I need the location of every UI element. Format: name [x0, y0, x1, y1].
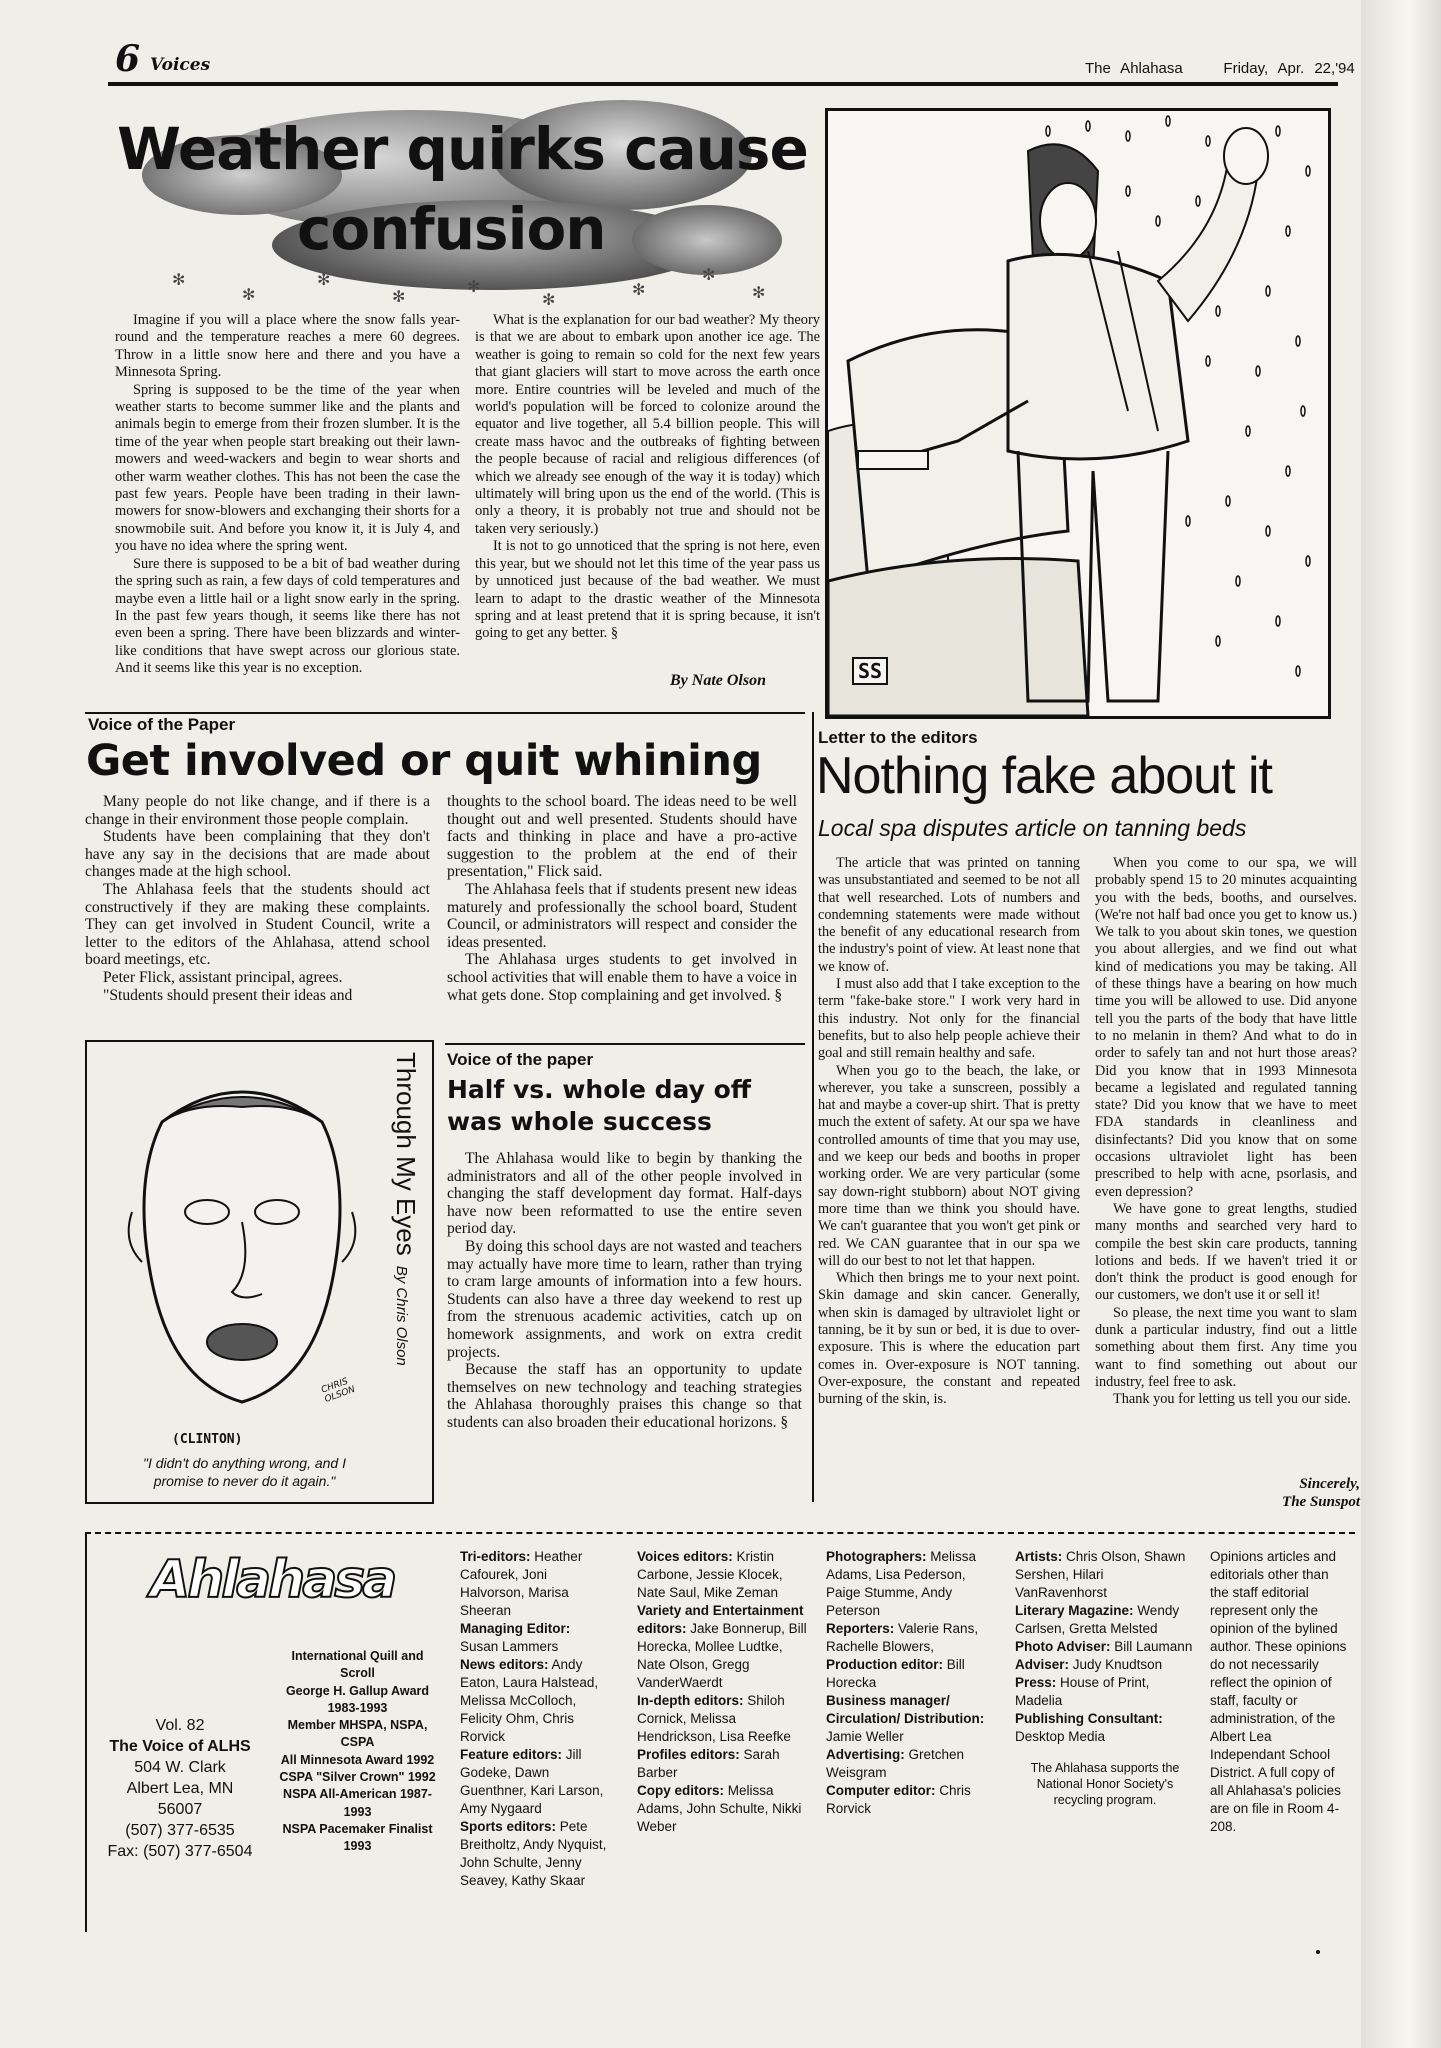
- staff-entry: Adviser: Judy Knudtson: [1015, 1657, 1163, 1672]
- masthead-vol: Vol. 82: [155, 1717, 205, 1734]
- staff-entry: News editors: Andy Eaton, Laura Halstead, Melissa McColloch, Felicity Ohm, Chris Rorvick: [460, 1657, 599, 1744]
- raised-arm: [1158, 161, 1258, 321]
- snowflake-icon: ✻: [542, 290, 556, 309]
- clinton-caricature: [92, 1062, 392, 1422]
- cartoon-box: [85, 1040, 434, 1504]
- half-body: [447, 1150, 802, 1432]
- cartoon-label: (CLINTON): [172, 1432, 243, 1447]
- award-item: NSPA All-American 1987-1993: [283, 1787, 432, 1819]
- paragraph: We have gone to great lengths, studied many months and searched very hard to compile the best skin care products, tanning lotions and beds. If we haven't tried it or don't think the product is good enough for our customers, we don't use it or sell it!: [1095, 1200, 1357, 1304]
- staff-entry: Copy editors: Melissa Adams, John Schulte, Nikki Weber: [637, 1783, 802, 1834]
- header-rule: [108, 82, 1338, 86]
- paragraph: "Students should present their ideas and: [103, 986, 353, 1004]
- staff-entry: Tri-editors: Heather Cafourek, Joni Halvorson, Marisa Sheeran: [460, 1549, 583, 1618]
- masthead-logo: Ahlahasa: [150, 1550, 395, 1610]
- masthead-address1: 504 W. Clark: [134, 1759, 226, 1776]
- award-item: Member MHSPA, NSPA, CSPA: [287, 1718, 428, 1750]
- staff-entry: Press: House of Print, Madelia: [1015, 1675, 1150, 1708]
- section-divider: [85, 712, 805, 714]
- weather-headline-art: [112, 95, 812, 310]
- snowflake-icon: ✻: [632, 280, 646, 299]
- cartoon-column-title-rotated: [387, 1052, 427, 1492]
- weather-illustration: [825, 108, 1331, 719]
- staff-col4: [1015, 1548, 1195, 1808]
- paragraph: Sure there is supposed to be a bit of bad weather during the spring such as rain, a few days of cold temperatures and maybe even a little hail or a light snow early in the spring. In the past few years though, it seems like there has not even been a spring. There have been blizzards and winter-like conditions that have swept across our glorious state. And it seems like this year is no exception.: [115, 555, 460, 677]
- masthead-address2: Albert Lea, MN: [126, 1780, 234, 1797]
- paragraph: When you go to the beach, the lake, or wherever, you take a sunscreen, possibly a hat and maybe a cover-up shirt. That is pretty much the extent of safety. At our spa we have controlled amounts of time that you may use, and we keep our beds and booths in proper working order. We are very particular (some say down-right stubborn) about NOT giving more time than we think you should have. We can't guarantee that you won't get pink or red. We CAN guarantee that in our spa we will do our best to not let that happen.: [818, 1062, 1080, 1269]
- staff-entry: Sports editors: Pete Breitholtz, Andy Nyquist, John Schulte, Jenny Seavey, Kathy Skaar: [460, 1819, 607, 1888]
- snowflake-icon: ✻: [392, 287, 406, 306]
- staff-entry: Publishing Consultant: Desktop Media: [1015, 1711, 1163, 1744]
- staff-col1: [460, 1548, 610, 1890]
- voice-col2: [447, 793, 797, 1004]
- paragraph: thoughts to the school board. The ideas need to be well thought out and well presented. Students should have facts and thinking in place and have a pro-active suggestion to the problem at the end of their presentation," Flick said.: [447, 793, 797, 881]
- paragraph: When you come to our spa, we will probably spend 15 to 20 minutes acquainting you with the beds, booths, and ourselves. (We're not half bad once you get to know us.) We talk to you about skin tones, we question you about allergies, and we find out what kind of medications you may be taking. All of these things have a bearing on how much time you will be allowed to use. Did anyone tell you the parts of the body that have little to no melanin in them? And what to do in order to safely tan and not hurt those areas? Did you know that in 1993 Minnesota became a legislated and regulated tanning state? Did you know that we have to meet FDA standards in cleanliness and disinfectants? Did you know that on some occasions ultraviolet light has been prescribed to help with acne, psorlasis, and even depression?: [1095, 855, 1357, 1200]
- weather-headline-line2: confusion: [297, 195, 606, 263]
- staff-entry: Reporters: Valerie Rans, Rachelle Blowers,: [826, 1621, 979, 1654]
- paragraph: Many people do not like change, and if there is a change in their environment those people complain.: [85, 793, 430, 828]
- paragraph: The Ahlahasa would like to begin by thanking the administrators and all of the other people involved in changing the staff development day format. Half-days have now been reformatted to use the entire seven period day.: [447, 1150, 802, 1238]
- paragraph: So please, the next time you want to slam dunk a particular industry, find out a little something about them first. Any time you want to find something out about our industry, feel free to ask.: [1095, 1304, 1357, 1390]
- award-item: All Minnesota Award 1992: [280, 1752, 435, 1767]
- masthead-fax: Fax: (507) 377-6504: [107, 1843, 253, 1860]
- masthead-zip: 56007: [157, 1801, 203, 1818]
- header-date: Friday, Apr. 22,'94: [1223, 60, 1355, 77]
- staff-entry: Variety and Entertainment editors: Jake Bonnerup, Bill Horecka, Mollee Ludtke, Nate Olson, Gregg VanderWaerdt: [637, 1603, 807, 1690]
- paragraph: Imagine if you will a place where the snow falls year-round and the temperature reaches a mere 60 degrees. Throw in a little snow here and there and you have a Minnesota Spring.: [115, 312, 460, 381]
- staff-entry: Voices editors: Kristin Carbone, Jessie Klocek, Nate Saul, Mike Zeman: [637, 1549, 783, 1600]
- paragraph: Because the staff has an opportunity to update themselves on new technology and teaching strategies the Ahlahasa thoroughly praises this change so that students can also broaden their educational horizons. §: [447, 1361, 802, 1431]
- masthead-left-border: [85, 1532, 87, 1932]
- letter-subhead: Local spa disputes article on tanning beds: [818, 815, 1247, 841]
- paper-edge: [1361, 0, 1441, 2048]
- staff-entry: Advertising: Gretchen Weisgram: [826, 1747, 965, 1780]
- column-rule: [812, 712, 814, 1502]
- half-headline-line2: was whole success: [447, 1107, 712, 1136]
- weather-byline: By Nate Olson: [670, 672, 766, 689]
- cartoon-column-title: Through My Eyes: [391, 1052, 421, 1256]
- staff-entry: Photo Adviser: Bill Laumann: [1015, 1639, 1193, 1654]
- staff-col3: [826, 1548, 1001, 1818]
- half-kicker: Voice of the paper: [447, 1050, 594, 1069]
- mitten: [1224, 128, 1268, 184]
- staff-entry: Profiles editors: Sarah Barber: [637, 1747, 780, 1780]
- paragraph: The Ahlahasa urges students to get involved in school activities that will enable them to have a voice in what gets done. Stop complaining and get involved. §: [447, 951, 797, 1004]
- letter-kicker: Letter to the editors: [818, 728, 978, 747]
- award-item: CSPA "Silver Crown" 1992: [279, 1770, 436, 1785]
- award-item: George H. Gallup Award 1983-1993: [285, 1683, 430, 1715]
- staff-entry: Business manager/ Circulation/ Distribution: Jamie Weller: [826, 1693, 985, 1744]
- section-divider: [445, 1043, 805, 1045]
- voice-kicker: Voice of the Paper: [88, 715, 236, 734]
- paragraph: Peter Flick, assistant principal, agrees.: [103, 968, 343, 986]
- paragraph: Students have been complaining that they don't have any say in the decisions that are made about changes made at the high school.: [85, 828, 430, 881]
- car-door: [828, 559, 1088, 717]
- header-paper-name: The Ahlahasa: [1085, 60, 1183, 77]
- weather-col2: [475, 312, 820, 643]
- cartoon-byline: By Chris Olson: [393, 1265, 410, 1366]
- voice-headline: Get involved or quit whining: [86, 736, 762, 786]
- illustration-signature: SS: [852, 657, 888, 685]
- paragraph: I must also add that I take exception to the term "fake-bake store." I work very hard in this industry. Not only for the financial benefits, but to also help people achieve their goal and still remain healthy and safe.: [818, 976, 1080, 1062]
- snowflake-icon: ✻: [467, 277, 481, 296]
- half-headline-line1: Half vs. whole day off: [447, 1075, 752, 1104]
- paragraph: Thank you for letting us tell you our side.: [1113, 1391, 1351, 1408]
- paragraph: Spring is supposed to be the time of the year when weather starts to become summer like and the plants and animals begin to emerge from their frozen slumber. It is the time of the year when people start breaking out their lawn-mowers and weed-wackers and begin to wear shorts and other warm weather clothes. This has not been the case the past few years. People have been trading in their lawn-mowers for snow-blowers and exchanging their shorts for a snowmobile suit. And before you know it, it is July 4, and you have no idea where the spring went.: [115, 381, 460, 555]
- rotated-title: [390, 1052, 421, 1366]
- masthead-policy: Opinions articles and editorials other than the staff editorial represent only the opinion of the bylined author. These opinions do not necessarily reflect the opinion of staff, faculty or administration, of the Albert Lea Independant School District. A full copy of all Ahlahasa's policies are on file in Room 4-208.: [1210, 1549, 1347, 1834]
- letter-col2: [1095, 855, 1357, 1409]
- voice-col1: [85, 793, 430, 1004]
- staff-entry: In-depth editors: Shiloh Cornick, Melissa Hendrickson, Lisa Reefke: [637, 1693, 791, 1744]
- masthead-awards: [275, 1648, 440, 1856]
- letter-headline: Nothing fake about it: [816, 747, 1272, 805]
- snowflake-icon: ✻: [242, 285, 256, 304]
- snowflake-icon: ✻: [702, 265, 716, 284]
- staff-entry: Feature editors: Jill Godeke, Dawn Guenthner, Kari Larson, Amy Nygaard: [460, 1747, 604, 1816]
- weather-col1: [115, 312, 460, 678]
- staff-entry: Production editor: Bill Horecka: [826, 1657, 965, 1690]
- paragraph: It is not to go unnoticed that the spring is not here, even this year, but we should not let this time of the year pass us by unnoticed just because of the bad weather. We must learn to adapt to the drastic weather of the Minnesota spring and at least pretend that it is spring because, it isn't going to get any better. §: [475, 538, 820, 642]
- letter-signoff-1: Sincerely,: [1299, 1476, 1360, 1492]
- weather-headline-line1: Weather quirks cause: [117, 115, 808, 183]
- staff-col2: [637, 1548, 812, 1836]
- cartoon-caption: "I didn't do anything wrong, and I promise to never do it again.": [143, 1455, 346, 1489]
- recycling-note: The Ahlahasa supports the National Honor Society's recycling program.: [1030, 1761, 1180, 1807]
- header-meta: [1085, 60, 1355, 77]
- paragraph: Which then brings me to your next point. Skin damage and skin cancer. Generally, when skin is damaged by ultraviolet light or tanning, be it by sun or bed, it is due to over-exposure. This is where the education part comes in. Over-exposure is NOT tanning. Over-exposure, the constant and repeated burning of the skin, is.: [818, 1270, 1080, 1408]
- masthead-phone: (507) 377-6535: [125, 1822, 235, 1839]
- woman-in-snow-drawing: [828, 111, 1328, 716]
- staff-entry: Photographers: Melissa Adams, Lisa Pederson, Paige Stumme, Andy Peterson: [826, 1549, 977, 1618]
- letter-col1: [818, 855, 1080, 1409]
- snowflake-icon: ✻: [317, 270, 331, 289]
- paragraph: What is the explanation for our bad weather? My theory is that we are about to embark upon another ice age. The weather is going to remain so cold for the next few years that giant glaciers will start to move across the earth once more. Entire countries will be leveled and much of the world's population will be forced to colonize around the equator and live together, all 5.4 billion people. This will create mass havoc and the outbreaks of fighting between the people because of racial and religious differences (of which we already see enough of the way it is today) which ultimately will bring upon us the end of the world. (This is only a theory, it is probably not true and should not be taken very seriously.): [475, 312, 820, 537]
- masthead-tagline: The Voice of ALHS: [109, 1738, 251, 1755]
- page-dot: [1316, 1950, 1320, 1954]
- paragraph: The Ahlahasa feels that the students should act constructively if they are making these complaints. They can get involved in Student Council, write a letter to the editors of the Ahlahasa, attend school board meetings, etc.: [85, 880, 430, 969]
- face: [1040, 183, 1096, 259]
- staff-entry: Literary Magazine: Wendy Carlsen, Gretta Melsted: [1015, 1603, 1180, 1636]
- snowflake-icon: ✻: [172, 270, 186, 289]
- staff-entry: Managing Editor: Susan Lammers: [460, 1621, 571, 1654]
- snowflake-icon: ✻: [752, 283, 766, 302]
- section-name: Voices: [150, 55, 211, 75]
- award-item: International Quill and Scroll: [291, 1649, 424, 1681]
- page-number: 6: [115, 38, 141, 80]
- staff-entry: Artists: Chris Olson, Shawn Sershen, Hilari VanRavenhorst: [1015, 1549, 1186, 1600]
- paragraph: The Ahlahasa feels that if students present new ideas maturely and professionally the school board, Student Council, or administrators will respect and consider the ideas presented.: [447, 880, 797, 951]
- cartoon-artist-signature: CHRIS OLSON: [320, 1376, 357, 1405]
- letter-signoff-2: The Sunspot: [1282, 1494, 1360, 1510]
- paragraph: The article that was printed on tanning was unsubstantiated and seemed to be not all that well researched. Lots of numbers and condemning statements were made without the benefit of any educational research from the industry's point of view. At least none that we know of.: [818, 855, 1080, 975]
- masthead-address-block: [90, 1715, 270, 1862]
- staff-entry: Computer editor: Chris Rorvick: [826, 1783, 971, 1816]
- paragraph: By doing this school days are not wasted and teachers may actually have more time to learn, rather than trying to cram large amounts of information into a few hours. Students can also have a three day weekend to rest up from the strenuous academic activities, catch up on homework assignments, and work on extra credit projects.: [447, 1237, 802, 1361]
- award-item: NSPA Pacemaker Finalist 1993: [282, 1821, 433, 1854]
- ice-scraper: [858, 451, 928, 469]
